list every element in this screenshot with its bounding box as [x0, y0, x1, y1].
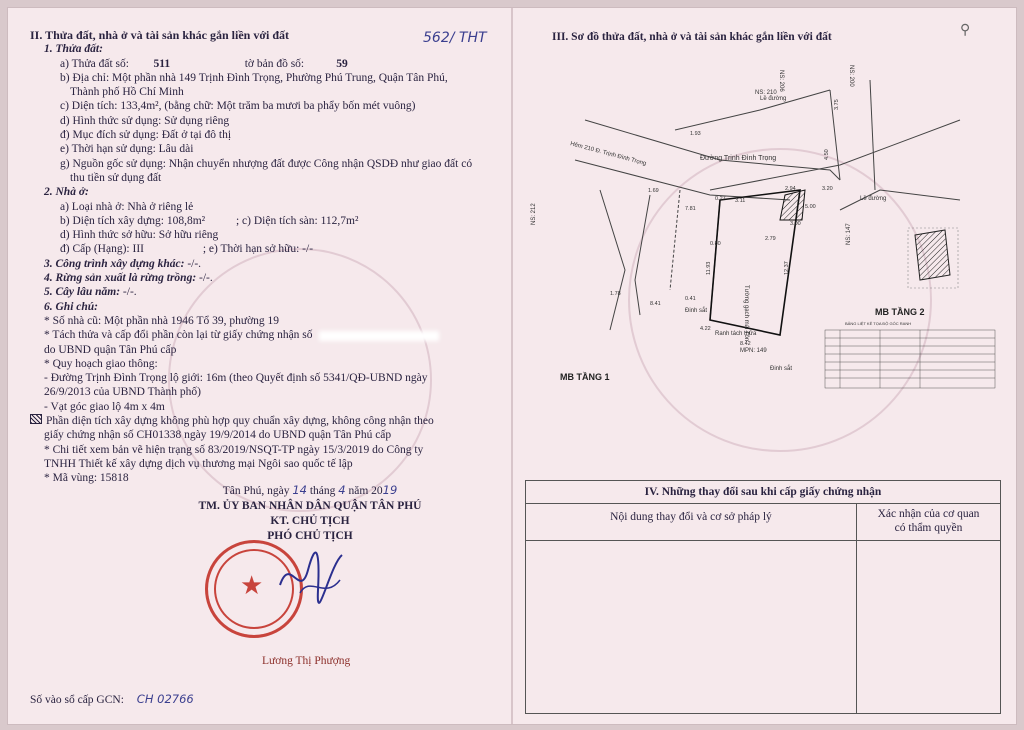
house-number-label: MPN: 149 [740, 348, 767, 354]
perennial-value: -/-. [120, 286, 137, 299]
signer-name: Lương Thị Phượng [262, 655, 351, 667]
dim-label: 0.41 [685, 296, 696, 302]
note-noncompliant-text: Phần diện tích xây dựng không phù hợp quy chuẩn xây dựng, không công nhận theo [46, 415, 434, 428]
address-city: Thành phố Hồ Chí Minh [70, 86, 184, 99]
iron-pin-label: Đinh sắt [685, 308, 708, 314]
usage-term: e) Thời hạn sử dụng: Lâu dài [60, 143, 194, 156]
authority-header-line1: Xác nhận của cơ quan [877, 508, 980, 520]
wall-label: Tường gạch mái Tôn [743, 285, 749, 342]
usage-origin: g) Nguồn gốc sử dụng: Nhận chuyển nhượng đất được Công nhận QSDĐ như giao đất có [60, 157, 473, 170]
floor-area: ; c) Diện tích sàn: 112,7m² [235, 214, 359, 227]
note-zone-code: * Mã vùng: 15818 [44, 472, 129, 485]
dim-label: 4.22 [700, 326, 711, 332]
sidewalk-label: Lề đường [760, 96, 787, 102]
date-month-label: tháng [309, 485, 336, 497]
land-parcel-diagram [531, 50, 1000, 390]
area: c) Diện tích: 133,4m², (bằng chữ: Một trăm ba mươi ba phẩy bốn mét vuông) [60, 100, 416, 113]
date-prefix: Tân Phú, ngày [222, 485, 290, 497]
parcel-number-value: 511 [153, 57, 171, 70]
dim-label: 5.00 [805, 204, 816, 210]
floor2-plan [915, 230, 950, 280]
section-4-header [526, 504, 1000, 541]
ns212-label: NS: 212 [531, 203, 537, 225]
dim-label: 11.93 [706, 261, 712, 275]
section-4-changes-table [525, 480, 1001, 714]
notes-heading: 6. Ghi chú: [44, 300, 98, 313]
parcel-number-row [30, 57, 500, 71]
dim-label: 3.00 [790, 221, 801, 227]
dim-label: 7.81 [685, 206, 696, 212]
handwritten-signature [270, 545, 350, 605]
section-2-title: II. Thửa đất, nhà ở và tài sản khác gắn liền với đất [30, 28, 290, 42]
alley-line [575, 160, 790, 200]
land-parcel-heading: 1. Thửa đất: [44, 43, 103, 56]
dim-label: 1.69 [648, 188, 659, 194]
usage-origin-cont: thu tiền sử dụng đất [70, 171, 162, 184]
note-drawing: * Chi tiết xem bản vẽ hiện trạng số 83/2019/NSQT-TP ngày 15/3/2019 do Công ty [44, 443, 424, 456]
date-year: 19 [382, 483, 398, 497]
dim-label: 0.80 [710, 241, 721, 247]
note-split-text: * Tách thửa và cấp đổi phần còn lại từ giấy chứng nhận số [44, 329, 313, 342]
issuing-authority: TM. ỦY BAN NHÂN DÂN QUẬN TÂN PHÚ [198, 500, 422, 512]
dim-label: 8.41 [650, 301, 661, 307]
note-noncompliant [30, 414, 500, 428]
date-year-prefix: năm 20 [348, 485, 383, 497]
authority-header-line2: có thẩm quyền [894, 522, 963, 534]
register-label: Số vào sổ cấp GCN: [30, 694, 124, 706]
coord-table-title: BẢNG LIỆT KÊ TỌA ĐỘ GÓC RANH [845, 321, 912, 326]
dim-label: 8.42 [740, 341, 751, 347]
other-construction-value: -/-. [184, 257, 202, 270]
noncompliant-area [780, 190, 805, 220]
sidewalk-label-2: Lề đường [860, 196, 887, 202]
dim-label: 3.75 [834, 99, 840, 110]
grade-row [30, 242, 500, 256]
section-3-title: III. Sơ đồ thửa đất, nhà ở và tài sản khác gắn liền với đất [552, 31, 832, 43]
usage-purpose: đ) Mục đích sử dụng: Đất ở tại đô thị [60, 129, 232, 142]
address: b) Địa chỉ: Một phần nhà 149 Trịnh Đình Trọng, Phường Phú Trung, Quận Tân Phú, [60, 71, 448, 84]
star-icon: ★ [240, 571, 264, 600]
grade: đ) Cấp (Hạng): III [60, 243, 144, 256]
usage-form: d) Hình thức sử dụng: Sử dụng riêng [60, 114, 230, 127]
dim-label: 3.20 [822, 186, 833, 192]
signature-block [195, 483, 425, 544]
alley-line [600, 190, 625, 330]
house-heading: 2. Nhà ở: [44, 186, 89, 199]
hatch-legend-icon [30, 414, 42, 424]
ns210-label: NS: 210 [755, 90, 777, 96]
other-construction-label: 3. Công trình xây dựng khác: [44, 257, 185, 270]
authority-column-header [857, 504, 1000, 540]
ns200-label: NS: 200 [848, 65, 854, 87]
coord-table [825, 330, 995, 388]
map-sheet-label: tờ bản đồ số: [244, 57, 305, 70]
split-boundary-label: Ranh tách thửa [715, 331, 757, 337]
road-line [675, 90, 830, 130]
forest-value: -/-. [196, 272, 213, 285]
dim-label: 0.27 [715, 196, 726, 202]
ownership-form: d) Hình thức sở hữu: Sở hữu riêng [60, 229, 219, 242]
page-fold [511, 8, 513, 724]
house-type: a) Loại nhà ở: Nhà ở riêng lẻ [60, 200, 194, 213]
road-label: Đường Trịnh Đình Trọng [700, 155, 777, 162]
ownership-term: ; e) Thời hạn sở hữu: -/- [202, 243, 314, 256]
column-divider [856, 539, 857, 713]
register-value: CH 02766 [136, 692, 194, 706]
note-old-address: * Số nhà cũ: Một phần nhà 1946 Tổ 39, phường 19 [44, 314, 280, 327]
iron-pin-label-2: Đinh sắt [770, 366, 793, 372]
road-line [870, 80, 875, 190]
perennial-label: 5. Cây lâu năm: [44, 286, 121, 299]
date-day: 14 [292, 483, 307, 497]
alley-line [635, 195, 650, 315]
note-traffic-heading: * Quy hoạch giao thông: [44, 357, 158, 370]
note-corner: - Vạt góc giao lộ 4m x 4m [44, 400, 165, 413]
note-drawing-cont: TNHH Thiết kế xây dựng dịch vụ thương mại Ngôi sao quốc tế lập [44, 457, 353, 470]
on-behalf-of: KT. CHỦ TỊCH [270, 515, 350, 527]
dim-label: 2.94 [785, 186, 796, 192]
register-number [30, 692, 194, 706]
note-split [30, 328, 500, 342]
handwritten-reference: 562/ THT [423, 30, 487, 46]
map-sheet-value: 59 [336, 57, 348, 70]
date-month: 4 [338, 483, 346, 497]
parcel-number-label: a) Thửa đất số: [60, 57, 129, 70]
dim-label: 4.50 [824, 149, 830, 160]
section-4-title: IV. Những thay đổi sau khi cấp giấy chứng nhận [526, 481, 1000, 504]
build-area-row [30, 214, 500, 228]
alley-line [670, 190, 680, 290]
ribbon-icon: ⚲ [960, 23, 971, 38]
note-road-width: - Đường Trịnh Đình Trọng lộ giới: 16m (theo Quyết định số 5341/QĐ-UBND ngày [44, 372, 428, 385]
forest-row [30, 271, 500, 285]
issue-date [195, 483, 425, 499]
changes-column-header: Nội dung thay đổi và cơ sở pháp lý [526, 504, 857, 540]
dim-label: 1.78 [610, 291, 621, 297]
dim-label: 2.79 [765, 236, 776, 242]
dim-label: 12.37 [784, 261, 790, 275]
ns147-label: NS: 147 [846, 223, 852, 245]
dim-label: 1.93 [690, 131, 701, 137]
note-noncompliant-cont: giấy chứng nhận số CH01338 ngày 19/9/2014 do UBND quận Tân Phú cấp [44, 429, 392, 442]
section-2 [30, 28, 500, 486]
other-construction-row [30, 257, 500, 271]
parcel-edge [710, 200, 720, 320]
note-split-cont: do UBND quận Tân Phú cấp [44, 343, 177, 356]
signer-title: PHÓ CHỦ TỊCH [267, 530, 353, 542]
ns206-label: NS: 206 [778, 70, 784, 92]
perennial-row [30, 285, 500, 299]
alley-line [585, 120, 840, 180]
build-area: b) Diện tích xây dựng: 108,8m² [60, 214, 206, 227]
dim-label: 3.11 [735, 198, 746, 204]
road-line [840, 190, 960, 210]
floor2-label: MB TẦNG 2 [875, 307, 925, 317]
floor1-label: MB TẦNG 1 [560, 372, 610, 382]
alley-label: Hẻm 210 Đ. Trịnh Đình Trọng [569, 141, 647, 168]
forest-label: 4. Rừng sản xuất là rừng trồng: [44, 272, 197, 285]
note-road-width-cont: 26/9/2013 của UBND Thành phố) [44, 386, 201, 399]
redacted-block [319, 331, 439, 341]
